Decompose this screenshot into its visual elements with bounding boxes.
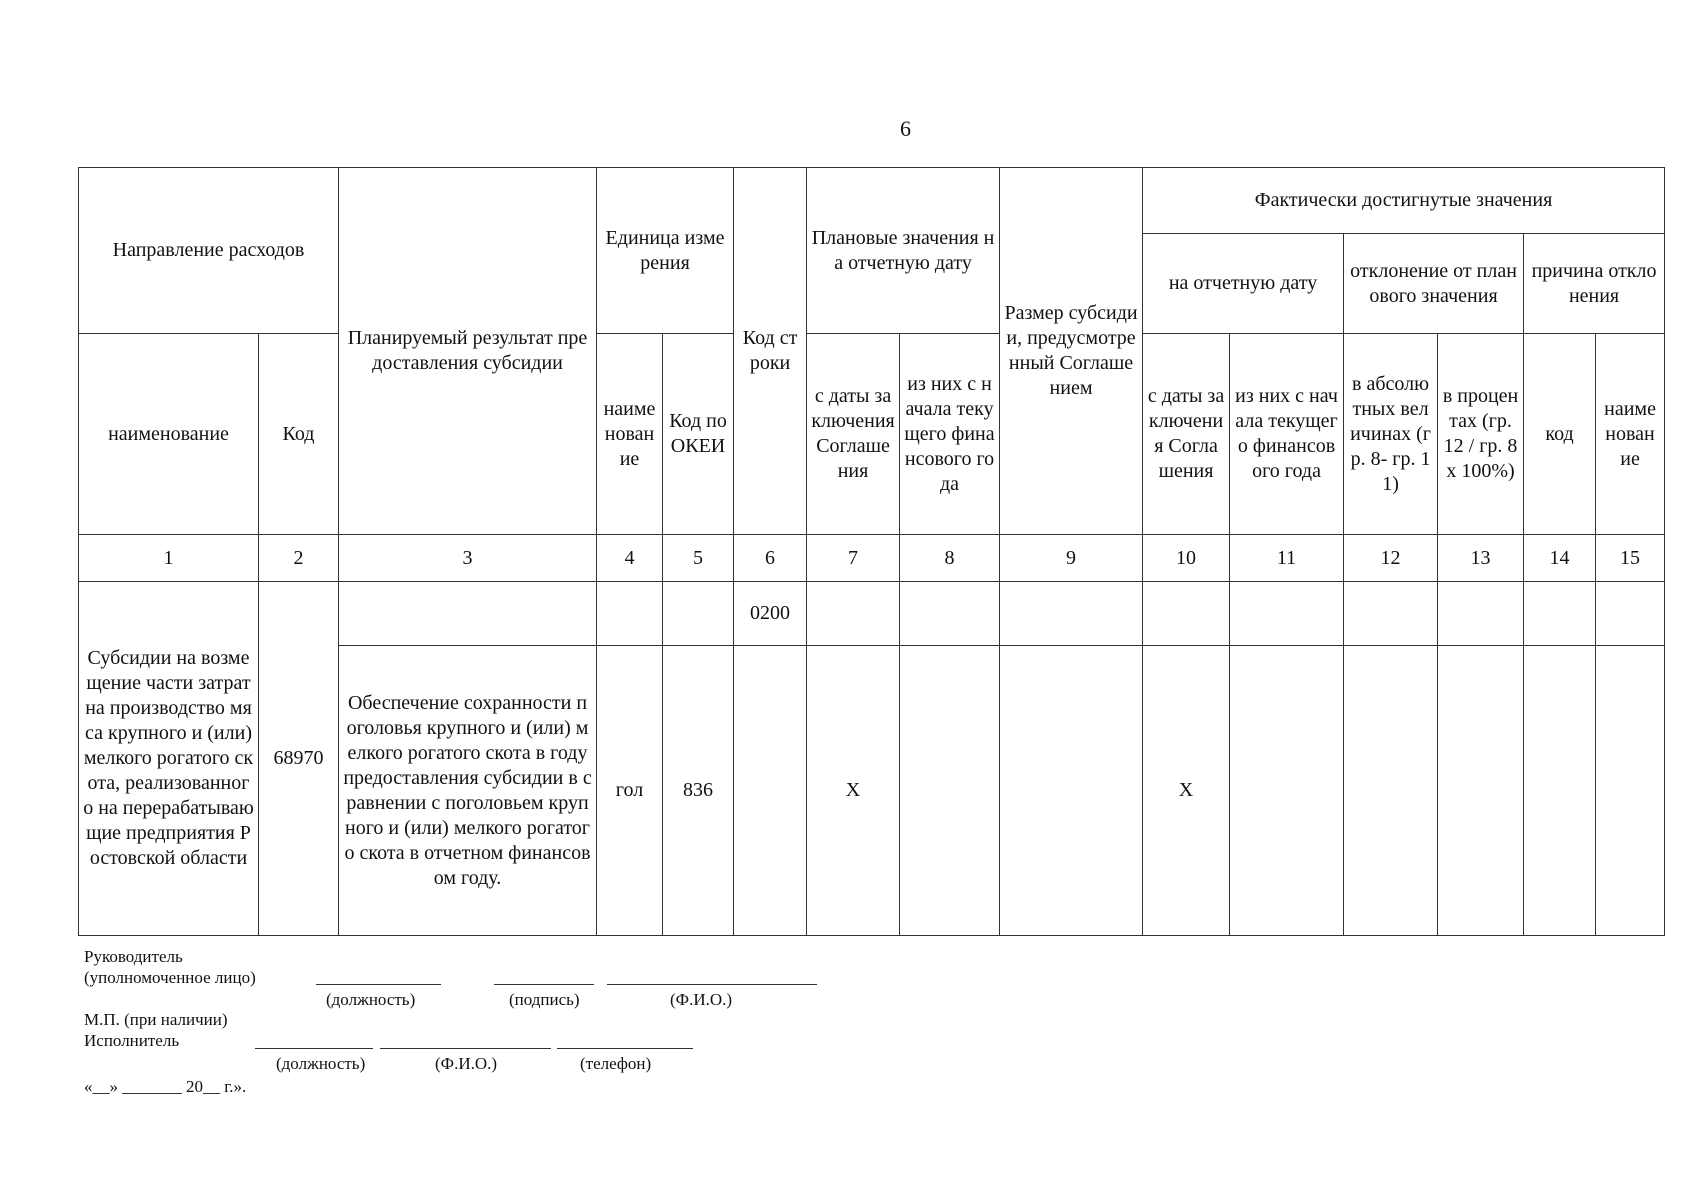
header-planned-result: Планируемый результат предоставления субсидии [339, 168, 597, 535]
empty-cell [900, 646, 1000, 936]
empty-cell [1000, 646, 1143, 936]
header-reason-code: код [1524, 334, 1596, 535]
empty-cell [1438, 646, 1524, 936]
signature-line [494, 984, 594, 985]
header-deviation: отклонение от планового значения [1344, 234, 1524, 334]
column-number: 6 [734, 535, 807, 582]
column-number: 15 [1596, 535, 1665, 582]
column-number: 2 [259, 535, 339, 582]
exec-fio-caption: (Ф.И.О.) [435, 1054, 498, 1073]
okei-code: 836 [663, 646, 734, 936]
report-table [78, 167, 1665, 936]
empty-cell [339, 582, 597, 646]
head-sub-label: (уполномоченное лицо) [84, 968, 256, 987]
empty-cell [597, 582, 663, 646]
column-number: 14 [1524, 535, 1596, 582]
stamp-label: М.П. (при наличии) [84, 1010, 228, 1029]
empty-cell [1344, 582, 1438, 646]
column-number: 13 [1438, 535, 1524, 582]
position-line [316, 984, 441, 985]
header-plan-from-agreement: с даты заключения Соглашения [807, 334, 900, 535]
exec-position-line [255, 1048, 373, 1049]
empty-cell [1230, 646, 1344, 936]
header-name: наименование [79, 334, 259, 535]
fio-caption: (Ф.И.О.) [670, 990, 733, 1009]
column-number: 9 [1000, 535, 1143, 582]
column-number: 4 [597, 535, 663, 582]
header-reason-name: наименование [1596, 334, 1665, 535]
head-label: Руководитель [84, 947, 183, 966]
column-number: 1 [79, 535, 259, 582]
empty-cell [1596, 582, 1665, 646]
empty-cell [1596, 646, 1665, 936]
header-abs-values: в абсолютных величинах (гр. 8- гр. 11) [1344, 334, 1438, 535]
position-caption: (должность) [326, 990, 416, 1009]
column-number: 7 [807, 535, 900, 582]
header-actual-values: Фактически достигнутые значения [1143, 168, 1665, 234]
header-at-report-date: на отчетную дату [1143, 234, 1344, 334]
header-deviation-reason: причина отклонения [1524, 234, 1665, 334]
empty-cell [1438, 582, 1524, 646]
column-number: 11 [1230, 535, 1344, 582]
header-fact-from-agreement: с даты заключения Соглашения [1143, 334, 1230, 535]
column-number: 10 [1143, 535, 1230, 582]
page-number: 6 [900, 116, 911, 141]
empty-cell [1230, 582, 1344, 646]
empty-cell [1000, 582, 1143, 646]
unit-name: гол [597, 646, 663, 936]
direction-code: 68970 [259, 582, 339, 936]
empty-cell [1524, 582, 1596, 646]
empty-cell [807, 582, 900, 646]
direction-name: Субсидии на возмещение части затрат на производство мяса крупного и (или) мелкого рогатого скота, реализованного на перерабатывающие предприятия Ростовской области [79, 582, 259, 936]
header-subsidy-size: Размер субсидии, предусмотренный Соглашением [1000, 168, 1143, 535]
column-number: 8 [900, 535, 1000, 582]
column-number: 3 [339, 535, 597, 582]
header-planned-values: Плановые значения на отчетную дату [807, 168, 1000, 334]
header-direction: Направление расходов [79, 168, 339, 334]
plan-mark: X [807, 646, 900, 936]
header-plan-from-year: из них с начала текущего финансового года [900, 334, 1000, 535]
empty-cell [734, 646, 807, 936]
empty-cell [663, 582, 734, 646]
header-percent-values: в процентах (гр. 12 / гр. 8 х 100%) [1438, 334, 1524, 535]
row-code: 0200 [734, 582, 807, 646]
result-text: Обеспечение сохранности поголовья крупного и (или) мелкого рогатого скота в году предоставления субсидии в сравнении с поголовьем крупного и (или) мелкого рогатого скота в отчетном финансовом году. [339, 646, 597, 936]
column-number: 12 [1344, 535, 1438, 582]
header-unit-name: наименование [597, 334, 663, 535]
date-line: «__» _______ 20__ г.». [84, 1077, 247, 1096]
empty-cell [1344, 646, 1438, 936]
header-row-code: Код строки [734, 168, 807, 535]
header-fact-from-year: из них с начала текущего финансового года [1230, 334, 1344, 535]
phone-line [557, 1048, 693, 1049]
phone-caption: (телефон) [580, 1054, 652, 1073]
exec-fio-line [380, 1048, 551, 1049]
executor-label: Исполнитель [84, 1031, 180, 1050]
fio-line [607, 984, 817, 985]
header-code: Код [259, 334, 339, 535]
signature-caption: (подпись) [509, 990, 580, 1009]
empty-cell [900, 582, 1000, 646]
fact-mark: X [1143, 646, 1230, 936]
exec-position-caption: (должность) [276, 1054, 366, 1073]
empty-cell [1143, 582, 1230, 646]
empty-cell [1524, 646, 1596, 936]
column-number: 5 [663, 535, 734, 582]
header-unit: Единица измерения [597, 168, 734, 334]
header-okei-code: Код по ОКЕИ [663, 334, 734, 535]
